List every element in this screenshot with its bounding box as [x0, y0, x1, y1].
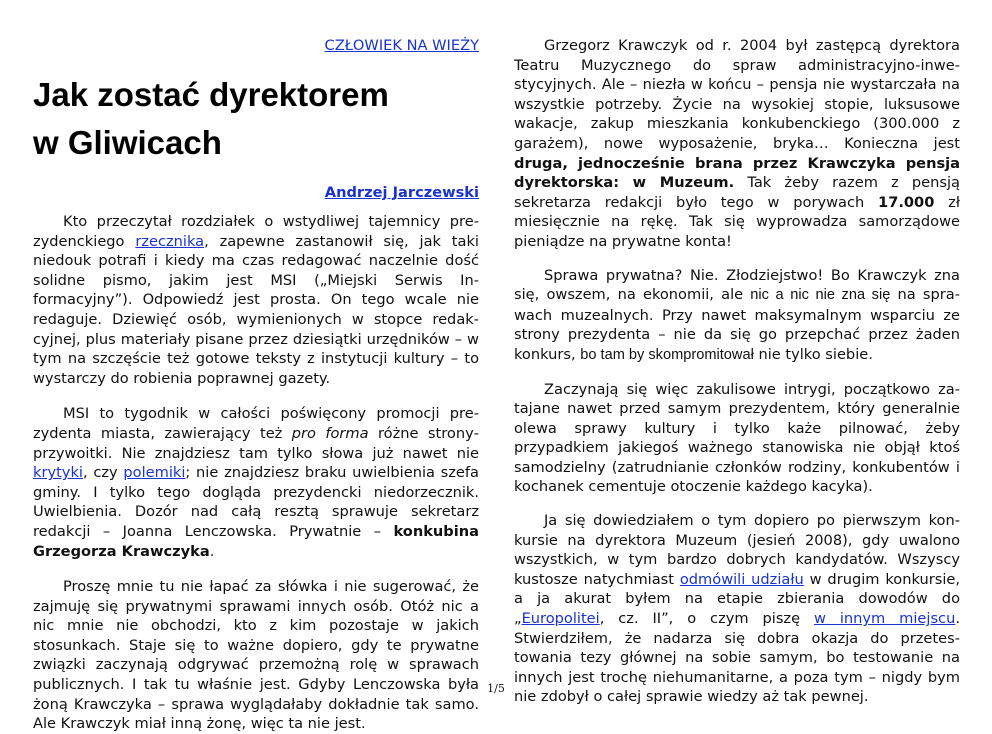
author-byline	[33, 183, 479, 202]
narrow-text: bo tam by skompromitował	[580, 346, 754, 363]
text: . Stwierdziłem, że nadarza się dobra okazja do przetestowania tezy głównej na sobie samym, bo testowanie na innych jest trochę niehumanitarne, a poza tym – nigdy bym nie zdobył o całej sprawie wiedzy aż tak pewnej.	[514, 610, 960, 706]
text: Tak żeby razem z pensją sekretarza redakcji było tego w porywach	[514, 174, 960, 211]
krytyki-link[interactable]: krytyki	[33, 464, 83, 482]
paragraph-left-1	[33, 212, 479, 388]
text: , czy	[82, 464, 124, 482]
section-kicker	[33, 36, 479, 55]
polemiki-link[interactable]: polemiki	[123, 464, 186, 482]
section-link[interactable]: CZŁOWIEK NA WIEŻY	[324, 37, 479, 54]
author-link[interactable]: Andrzej Jarczewski	[324, 184, 479, 201]
text: , cz. II”, o czym piszę	[599, 610, 814, 628]
title-line-2: w Gliwicach	[33, 124, 222, 161]
text: Ja się dowiedziałem o tym dopiero po pierwszym konkursie na dyrektora Muzeum (jesień 2008), gdy uwalono wszystkich, w tym bardzo dobrych kandydatów. Wszyscy kustosze natychmiast	[514, 512, 960, 588]
paragraph-right-3: Zaczynają się więc zakulisowe intrygi, początkowo zatajane nawet przed samym prezydentem, który generalnie olewa sprawy kultury i tylko każe pilnować, żeby przypadkiem jakiegoś ważnego stanowiska nie objął ktoś samodzielny (zatrudnianie członków rodziny, konkubentów i kochanek cementuje otoczenie każdego kacyka).	[514, 380, 960, 496]
text: .	[209, 542, 215, 560]
w-innym-miejscu-link[interactable]: w innym miejscu	[813, 610, 956, 628]
text: MSI to tygodnik w całości poświęcony promocji prezydenta miasta, zawierający też	[33, 405, 479, 442]
paragraph-right-1	[514, 36, 960, 252]
right-column	[514, 0, 960, 707]
paragraph-right-4	[514, 511, 960, 707]
europolitei-link[interactable]: Europolitei	[521, 610, 600, 628]
bold-text: druga, jednocześnie brana przez Krawczyka pensja dyrektorska: w Muzeum.	[514, 154, 960, 192]
text: nie tylko siebie.	[753, 345, 873, 363]
title-line-1: Jak zostać dyrektorem	[33, 76, 389, 113]
text: , zapewne zastanowił się, jak taki niedouk potrafi i kiedy ma czas redagować naczelnie dość solidne pismo, jakim jest MSI („Miejski Serwis Informacyjny”). Odpowiedź jest prosta. On tego wcale nie redaguje. Dziewięć osób, wymienionych w stopce redakcyjnej, plus materiały pisane przez dziesiątki urzędników – w tym na szczęście też gotowe teksty z instytucji kultury – to wystarczy do robienia poprawnej gazety.	[33, 232, 479, 387]
bold-text: konkubina Grzegorza Krawczyka	[33, 522, 479, 560]
left-column	[33, 0, 479, 734]
text: na sprawach muzealnych. Przy nawet maksymalnym wsparciu ze strony prezydenta – nie da się go przepchać przez żaden konkurs,	[514, 286, 960, 363]
text: ; nie znajdziesz braku uwielbienia szefa gminy. I tylko tego dogląda prezydencki niedorzecznik. Uwielbienia. Dozór nad całą resztą sprawuje sekretarz redakcji – Joanna Lenczowska. Prywatnie –	[33, 464, 479, 540]
text: w drugim konkursie, a ja akurat byłem na etapie zbierania dowodów do „	[514, 570, 960, 628]
paragraph-left-2	[33, 404, 479, 561]
text: Kto przeczytał rozdziałek o wstydliwej tajemnicy prezydenckiego	[33, 213, 479, 250]
page-number: 1/5	[487, 682, 505, 695]
text: Grzegorz Krawczyk od r. 2004 był zastępcą dyrektora Teatru Muzycznego do spraw administracyjno-inwestycyjnych. Ale – niezła w końcu – pensja nie wystarczała na wszystkie potrzeby. Życie na wysokiej stopie, luksusowe wakacje, zakup mieszkania konkubenckiego (300.000 z garażem), nowe wyposażenie, bryka… Konieczna jest	[514, 37, 960, 152]
bold-amount: 17.000	[878, 193, 935, 211]
text: różne stronyprzywoitki. Nie znajdziesz tam tylko słowa już nawet nie	[33, 424, 479, 462]
rzecznika-link[interactable]: rzecznika	[135, 232, 205, 250]
paragraph-left-3: Proszę mnie tu nie łapać za słówka i nie sugerować, że zajmuję się prywatnymi sprawami innych osób. Otóż nic a nic mnie nie obchodzi, kto z kim pozostaje w jakich stosunkach. Staje się to ważne dopiero, gdy te prywatne związki zaczynają odgrywać przemożną rolę w sprawach publicznych. I tak tu właśnie jest. Gdyby Lenczowska była żoną Krawczyka – sprawa wyglądałaby dokładnie tak samo. Ale Krawczyk miał inną żonę, więc ta nie jest.	[33, 578, 479, 733]
text: zł miesięcznie na rękę. Tak się wyprowadza samorządowe pieniądze na prywatne konta!	[514, 193, 960, 250]
article-title	[33, 71, 479, 167]
paragraph-right-2	[514, 266, 960, 366]
emphasis: pro forma	[291, 424, 369, 442]
narrow-text: nic a nic nie zna się	[750, 287, 891, 304]
odmowili-udzialu-link[interactable]: odmówili udziału	[679, 570, 804, 588]
text: Sprawa prywatna? Nie. Złodziejstwo! Bo Krawczyk zna się, owszem, na ekonomii, ale	[514, 266, 960, 304]
